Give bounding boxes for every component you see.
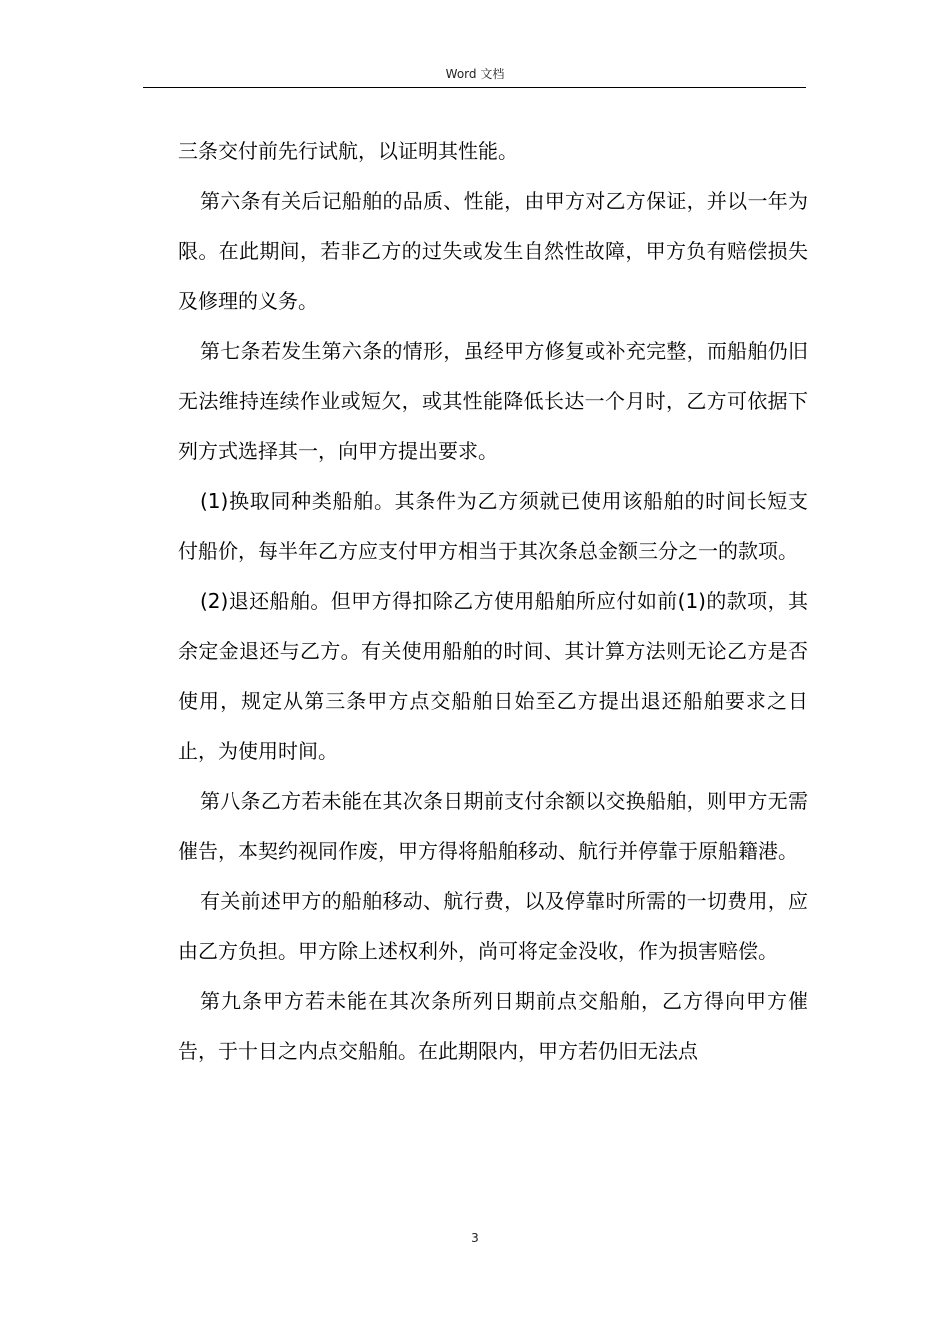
header-divider — [143, 87, 806, 88]
page-number: 3 — [471, 1231, 479, 1245]
paragraph-article-8-costs: 有关前述甲方的船舶移动、航行费，以及停靠时所需的一切费用，应由乙方负担。甲方除上述权利外，尚可将定金没收，作为损害赔偿。 — [178, 889, 808, 963]
paragraph-continuation: 三条交付前先行试航，以证明其性能。 — [178, 139, 518, 163]
paragraph-article-9: 第九条甲方若未能在其次条所列日期前点交船舶，乙方得向甲方催告，于十日之内点交船舶。在此期限内，甲方若仍旧无法点 — [178, 989, 808, 1063]
paragraph-article-6: 第六条有关后记船舶的品质、性能，由甲方对乙方保证，并以一年为限。在此期间，若非乙方的过失或发生自然性故障，甲方负有赔偿损失及修理的义务。 — [178, 189, 808, 313]
paragraph-option-1: (1)换取同种类船舶。其条件为乙方须就已使用该船舶的时间长短支付船价，每半年乙方应支付甲方相当于其次条总金额三分之一的款项。 — [178, 489, 808, 563]
paragraph-article-8: 第八条乙方若未能在其次条日期前支付余额以交换船舶，则甲方无需催告，本契约视同作废，甲方得将船舶移动、航行并停靠于原船籍港。 — [178, 789, 808, 863]
document-body — [178, 126, 808, 1076]
paragraph-article-7: 第七条若发生第六条的情形，虽经甲方修复或补充完整，而船舶仍旧无法维持连续作业或短欠，或其性能降低长达一个月时，乙方可依据下列方式选择其一，向甲方提出要求。 — [178, 339, 808, 463]
paragraph-option-2: (2)退还船舶。但甲方得扣除乙方使用船舶所应付如前(1)的款项，其余定金退还与乙方。有关使用船舶的时间、其计算方法则无论乙方是否使用，规定从第三条甲方点交船舶日始至乙方提出退还船舶要求之日止，为使用时间。 — [178, 589, 808, 763]
document-header: Word 文档 — [445, 67, 505, 81]
